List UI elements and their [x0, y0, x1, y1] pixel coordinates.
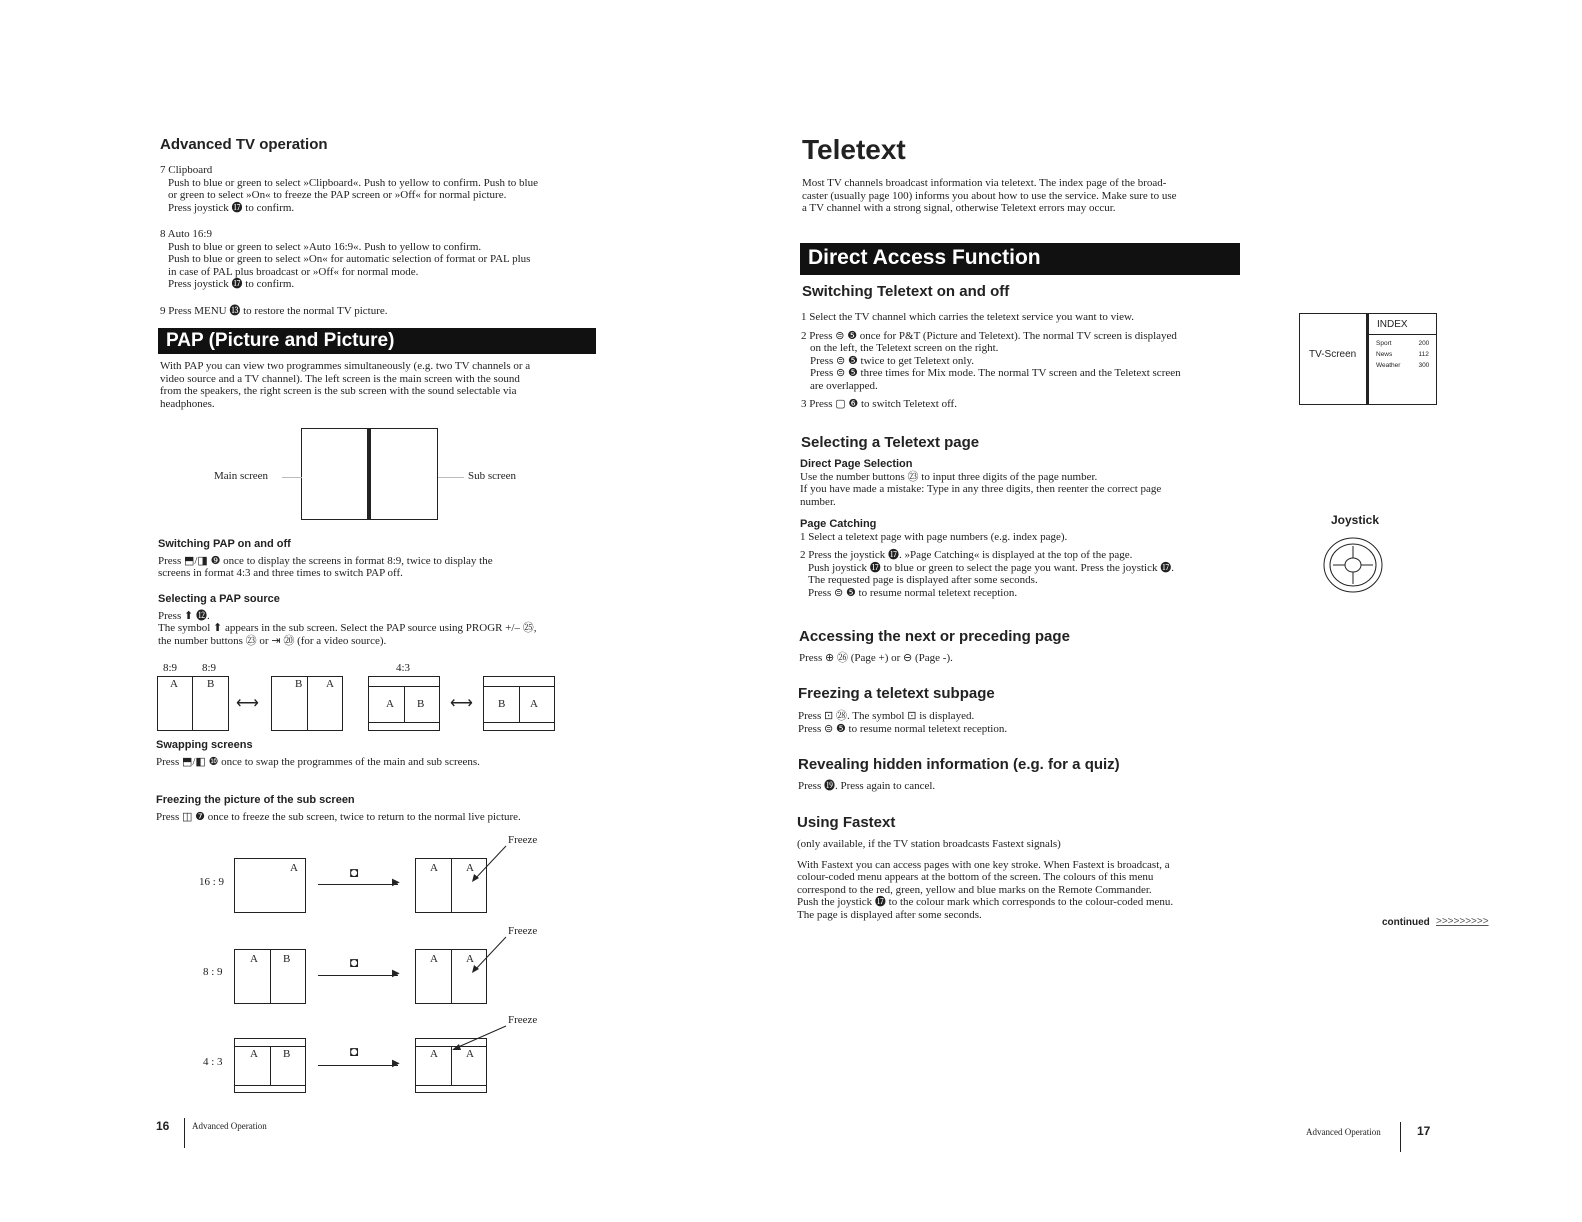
- page-heading-advanced: Advanced TV operation: [160, 136, 328, 153]
- index-table: [1372, 338, 1433, 371]
- table-row: [1372, 360, 1433, 371]
- divider: [368, 722, 440, 723]
- text-line: Press ⊜ ❺ to resume normal teletext reception.: [798, 722, 1008, 735]
- text-line: Press ⊡ ㉘. The symbol ⊡ is displayed.: [798, 710, 975, 722]
- text-line: If you have made a mistake: Type in any three digits, then reenter the correct page: [800, 483, 1162, 495]
- label-a: A: [250, 953, 258, 965]
- page-title-teletext: Teletext: [802, 134, 906, 165]
- freeze-button-icon: ◘: [350, 956, 359, 971]
- divider: [192, 676, 193, 731]
- fastext-section: [797, 838, 1173, 921]
- table-cell: 200: [1418, 340, 1430, 347]
- text-line: Press ⬆ ⓬.: [158, 609, 210, 622]
- text-line: Press joystick ⓱ to confirm.: [168, 201, 295, 214]
- text-line: a TV channel with a strong signal, otherwise Teletext errors may occur.: [802, 202, 1116, 214]
- text-line: Press ⬒/◧ ❿ once to swap the programmes of the main and sub screens.: [156, 755, 480, 768]
- item-head: 8 Auto 16:9: [160, 228, 212, 240]
- tv-screen-label: TV-Screen: [1309, 349, 1357, 360]
- freeze-label: Freeze: [508, 925, 538, 937]
- sub-screen-label: Sub screen: [468, 470, 516, 482]
- selecting-pap-section: [158, 593, 536, 647]
- text-line: Press ⬒/◨ ❾ once to display the screens in format 8:9, twice to display the: [158, 554, 493, 567]
- text-line: caster (usually page 100) informs you about how to use the service. Make sure to use: [802, 189, 1177, 202]
- divider: [451, 858, 452, 913]
- text-line: 1 Select the TV channel which carries the teletext service you want to view.: [801, 311, 1135, 323]
- index-label: INDEX: [1377, 319, 1408, 330]
- pap-intro: [160, 360, 530, 410]
- text-line: 2 Press the joystick ⓱. »Page Catching« is displayed at the top of the page.: [800, 549, 1133, 561]
- subsection-heading: Page Catching: [800, 518, 877, 530]
- footer-divider: [184, 1118, 185, 1148]
- arrow-line: [318, 1065, 398, 1066]
- item9-text: 9 Press MENU ⓭ to restore the normal TV picture.: [160, 305, 388, 317]
- continued-label: continued: [1382, 917, 1430, 928]
- text-line: With PAP you can view two programmes simultaneously (e.g. two TV channels or a: [160, 360, 531, 372]
- table-row: [1372, 338, 1433, 349]
- divider: [307, 676, 308, 731]
- text-line: Press ⓳. Press again to cancel.: [798, 780, 936, 792]
- label-b: B: [283, 1048, 291, 1060]
- table-cell: News: [1376, 351, 1393, 358]
- section-heading: Freezing the picture of the sub screen: [156, 794, 355, 806]
- label-a: A: [430, 1048, 438, 1060]
- text-line: colour-coded menu appears at the bottom of the screen. The colours of this menu: [797, 871, 1154, 883]
- text-line: or green to select »On« to freeze the PAP screen or »Off« for normal picture.: [168, 189, 507, 201]
- freezing-teletext-section: [798, 710, 1007, 735]
- text-line: Most TV channels broadcast information via teletext. The index page of the broad-: [802, 177, 1167, 189]
- text-line: Press ⊜ ❺ three times for Mix mode. The normal TV screen and the Teletext screen: [810, 367, 1181, 379]
- text-line: 1 Select a teletext page with page numbers (e.g. index page).: [800, 530, 1068, 543]
- clipboard-block: [160, 164, 538, 214]
- section-heading: Switching Teletext on and off: [802, 283, 1010, 300]
- text-line: Use the number buttons ㉓ to input three digits of the page number.: [800, 470, 1098, 483]
- selecting-page-section: [800, 458, 1174, 599]
- label-b: B: [498, 698, 506, 710]
- text-line: Push the joystick ⓱ to the colour mark which corresponds to the colour-coded menu.: [797, 896, 1174, 908]
- table-cell: Weather: [1376, 362, 1401, 369]
- freezing-sub-section: [156, 794, 521, 823]
- arrow-line: [318, 975, 398, 976]
- label-a: A: [466, 1048, 474, 1060]
- main-screen-label: Main screen: [214, 470, 269, 482]
- label-a: A: [290, 862, 298, 874]
- index-rule: [1369, 334, 1437, 335]
- text-line: headphones.: [160, 397, 215, 410]
- text-line: are overlapped.: [810, 379, 878, 392]
- item-head: 7 Clipboard: [160, 164, 213, 176]
- text-line: screens in format 4:3 and three times to switch PAP off.: [158, 567, 403, 579]
- label-a: A: [430, 862, 438, 874]
- text-line: 2 Press ⊜ ❺ once for P&T (Picture and Teletext). The normal TV screen is displayed: [801, 329, 1177, 342]
- freeze-pointer: [470, 844, 510, 884]
- text-line: from the speakers, the right screen is the sub screen with the sound selectable via: [160, 385, 517, 397]
- text-line: the number buttons ㉓ or ⇥ ⑳ (for a video source).: [158, 634, 387, 647]
- freeze-button-icon: ◘: [350, 866, 359, 881]
- divider: [451, 949, 452, 1004]
- text-line: Push to blue or green to select »Clipboard«. Push to yellow to confirm. Push to blue: [168, 176, 538, 189]
- text-line: Push to blue or green to select »On« for automatic selection of format or PAL plus: [168, 253, 531, 265]
- arrow-head-icon: ▶: [392, 968, 400, 979]
- label-b: B: [295, 678, 303, 690]
- divider: [415, 1085, 487, 1086]
- freeze-button-icon: ◘: [350, 1045, 359, 1060]
- text-line: Press ⊜ ❺ twice to get Teletext only.: [810, 354, 975, 367]
- pap-divider: [367, 428, 371, 520]
- text-line: video source and a TV channel). The left screen is the main screen with the sound: [160, 372, 520, 385]
- divider: [270, 1046, 271, 1085]
- swap-arrow-icon: ⟷: [450, 695, 473, 712]
- subsection-heading: Direct Page Selection: [800, 458, 913, 470]
- freeze-label: Freeze: [508, 834, 538, 846]
- format-label: 4:3: [396, 662, 411, 674]
- label-a: A: [466, 953, 474, 965]
- text-line: 3 Press ▢ ❻ to switch Teletext off.: [801, 398, 957, 410]
- text-line: on the left, the Teletext screen on the right.: [810, 342, 999, 354]
- teletext-intro: [802, 177, 1177, 215]
- label-a: A: [170, 678, 178, 690]
- table-row: [1372, 349, 1433, 360]
- table-cell: 300: [1418, 362, 1430, 369]
- joystick-label: Joystick: [1331, 513, 1380, 527]
- freeze-label: Freeze: [508, 1014, 538, 1026]
- section-heading: Using Fastext: [797, 814, 896, 831]
- text-line: Press ◫ ❼ once to freeze the sub screen, twice to return to the normal live picture.: [156, 810, 521, 823]
- table-cell: 112: [1418, 351, 1429, 358]
- format-label: 8 : 9: [203, 966, 223, 978]
- label-b: B: [283, 953, 291, 965]
- text-line: Push joystick ⓱ to blue or green to select the page you want. Press the joystick ⓱.: [808, 561, 1174, 574]
- page-number-right: 17: [1417, 1124, 1431, 1138]
- continued-arrows: >>>>>>>>>: [1436, 916, 1489, 927]
- swapping-section: [156, 739, 480, 768]
- arrow-head-icon: ▶: [392, 1058, 400, 1069]
- text-line: Press joystick ⓱ to confirm.: [168, 278, 295, 290]
- label-a: A: [250, 1048, 258, 1060]
- joystick-icon: [1322, 536, 1384, 594]
- text-line: The symbol ⬆ appears in the sub screen. Select the PAP source using PROGR +/– ㉕,: [158, 622, 537, 634]
- pap-banner: PAP (Picture and Picture): [158, 328, 596, 354]
- section-heading: Accessing the next or preceding page: [799, 628, 1070, 645]
- label-b: B: [207, 678, 215, 690]
- divider: [483, 722, 555, 723]
- text-line: in case of PAL plus broadcast or »Off« for normal mode.: [168, 265, 419, 278]
- leader-line: [438, 477, 464, 478]
- section-heading: Selecting a PAP source: [158, 593, 280, 605]
- leader-line: [282, 477, 302, 478]
- label-a: A: [530, 698, 538, 710]
- divider: [234, 1085, 306, 1086]
- table-cell: Sport: [1376, 340, 1392, 347]
- text-line: The requested page is displayed after some seconds.: [808, 574, 1038, 586]
- format-label: 4 : 3: [203, 1056, 223, 1068]
- divider: [519, 686, 520, 722]
- text-line: With Fastext you can access pages with one key stroke. When Fastext is broadcast, a: [797, 858, 1170, 871]
- footer-label-right: Advanced Operation: [1306, 1127, 1381, 1137]
- page-number-left: 16: [156, 1119, 170, 1133]
- screen-89-ab: [157, 676, 229, 731]
- section-heading: Swapping screens: [156, 739, 253, 751]
- arrow-line: [318, 884, 398, 885]
- auto169-block: [160, 228, 530, 291]
- arrow-head-icon: ▶: [392, 877, 400, 888]
- swap-arrow-icon: ⟷: [236, 695, 259, 712]
- format-label: 16 : 9: [199, 876, 225, 888]
- section-heading: Switching PAP on and off: [158, 538, 291, 550]
- format-label: 8:9: [163, 662, 178, 674]
- label-b: B: [417, 698, 425, 710]
- freeze-pointer: [470, 935, 510, 975]
- text-line: Press ⊕ ㉖ (Page +) or ⊖ (Page -).: [799, 652, 953, 664]
- text-line: number.: [800, 495, 836, 508]
- divider: [404, 686, 405, 722]
- footer-divider: [1400, 1122, 1401, 1152]
- text-line: correspond to the red, green, yellow and blue marks on the Remote Commander.: [797, 883, 1152, 896]
- text-line: Press ⊜ ❺ to resume normal teletext reception.: [808, 586, 1018, 599]
- text-line: Push to blue or green to select »Auto 16:9«. Push to yellow to confirm.: [168, 240, 482, 253]
- divider: [270, 949, 271, 1004]
- footer-label-left: Advanced Operation: [192, 1121, 267, 1131]
- label-a: A: [466, 862, 474, 874]
- direct-access-banner: Direct Access Function: [800, 243, 1240, 275]
- text-line: The page is displayed after some seconds.: [797, 908, 982, 921]
- switching-teletext-steps: [801, 311, 1181, 411]
- section-heading: Freezing a teletext subpage: [798, 685, 995, 702]
- label-a: A: [430, 953, 438, 965]
- freeze-pointer: [450, 1024, 510, 1054]
- section-heading: Selecting a Teletext page: [801, 434, 980, 451]
- section-heading: Revealing hidden information (e.g. for a quiz): [798, 756, 1120, 773]
- switching-pap-section: [158, 538, 493, 580]
- text-line: (only available, if the TV station broadcasts Fastext signals): [797, 838, 1061, 850]
- tv-divider: [1366, 313, 1369, 405]
- label-a: A: [326, 678, 334, 690]
- label-a: A: [386, 698, 394, 710]
- format-label: 8:9: [202, 662, 217, 674]
